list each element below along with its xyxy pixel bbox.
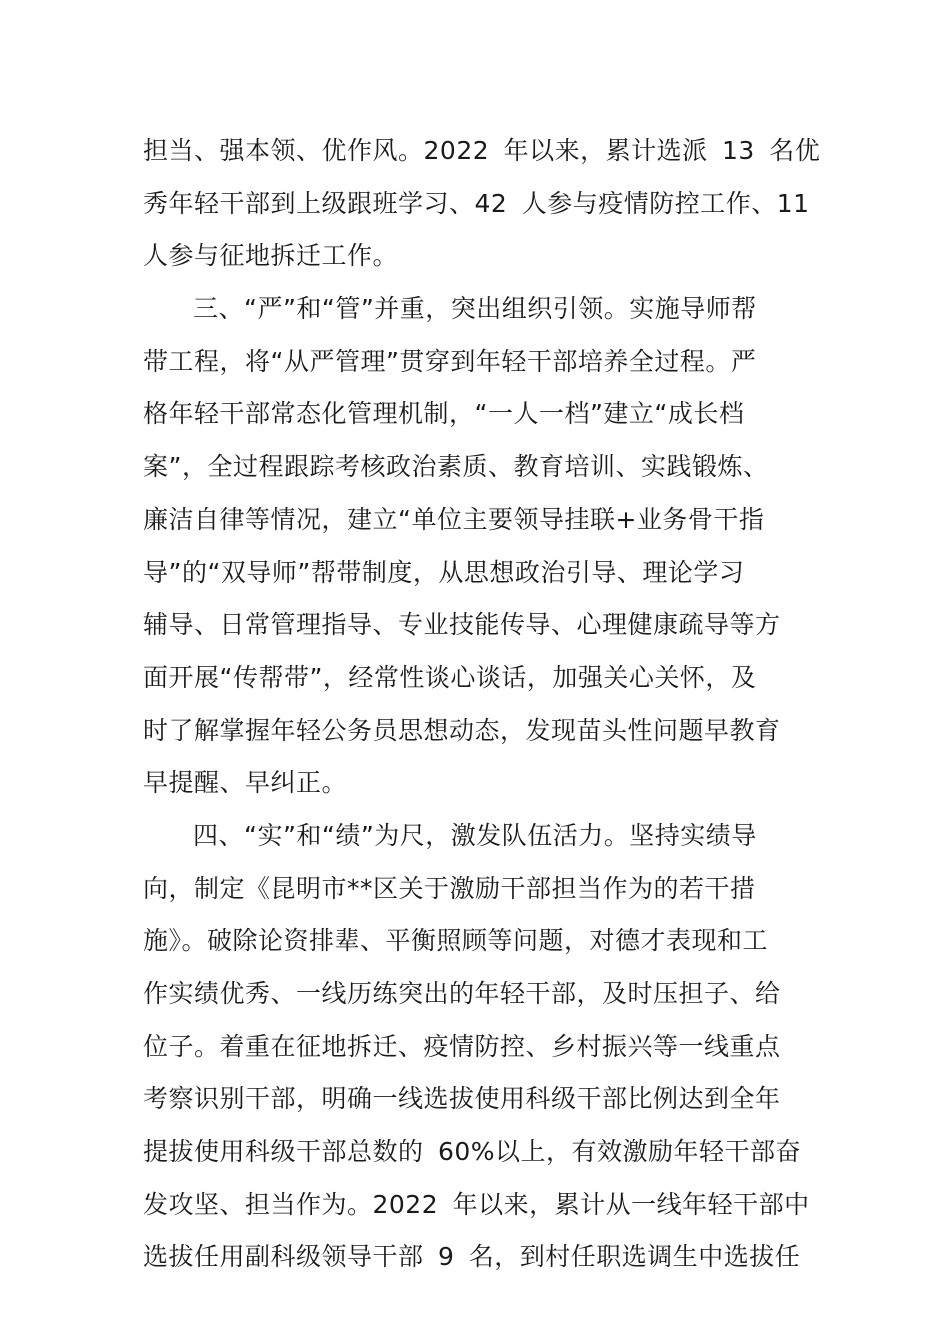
text-line: 早提醒、早纠正。 [143, 768, 348, 798]
text-line: 位子。着重在征地拆迁、疫情防控、乡村振兴等一线重点 [143, 1031, 781, 1061]
text-line: 导”的“双导师”帮带制度，从思想政治引导、理论学习 [143, 557, 745, 587]
text-line: 秀年轻干部到上级跟班学习、42 人参与疫情防控工作、11 [143, 188, 810, 218]
text-line: 施》。破除论资排辈、平衡照顾等问题，对德才表现和工 [143, 926, 769, 956]
section-heading-line: 三、“严”和“管”并重，突出组织引领。实施导师帮 [193, 294, 757, 324]
text-line: 格年轻干部常态化管理机制，“一人一档”建立“成长档 [143, 399, 745, 429]
text-line: 面开展“传帮带”，经常性谈心谈话，加强关心关怀，及 [143, 662, 757, 692]
text-line: 向，制定《昆明市**区关于激励干部担当作为的若干措 [143, 873, 756, 903]
text-line: 辅导、日常管理指导、专业技能传导、心理健康疏导等方 [143, 610, 781, 640]
document-body [143, 125, 823, 1284]
text-line: 提拔使用科级干部总数的 60%以上，有效激励年轻干部奋 [143, 1137, 802, 1167]
text-line: 带工程，将“从严管理”贯穿到年轻干部培养全过程。严 [143, 346, 757, 376]
text-line: 时了解掌握年轻公务员思想动态，发现苗头性问题早教育 [143, 715, 781, 745]
text-line: 廉洁自律等情况，建立“单位主要领导挂联+业务骨干指 [143, 504, 765, 534]
text-line: 发攻坚、担当作为。2022 年以来，累计从一线年轻干部中 [143, 1189, 810, 1219]
text-line: 作实绩优秀、一线历练突出的年轻干部，及时压担子、给 [143, 979, 781, 1008]
text-line: 人参与征地拆迁工作。 [143, 241, 399, 271]
text-line: 案”，全过程跟踪考核政治素质、教育培训、实践锻炼、 [143, 452, 769, 482]
text-line: 选拔任用副科级领导干部 9 名，到村任职选调生中选拔任 [143, 1242, 801, 1272]
text-line: 考察识别干部，明确一线选拔使用科级干部比例达到全年 [143, 1084, 781, 1114]
text-line: 担当、强本领、优作风。2022 年以来，累计选派 13 名优 [143, 136, 821, 165]
section-heading-line: 四、“实”和“绩”为尺，激发队伍活力。坚持实绩导 [193, 820, 757, 850]
